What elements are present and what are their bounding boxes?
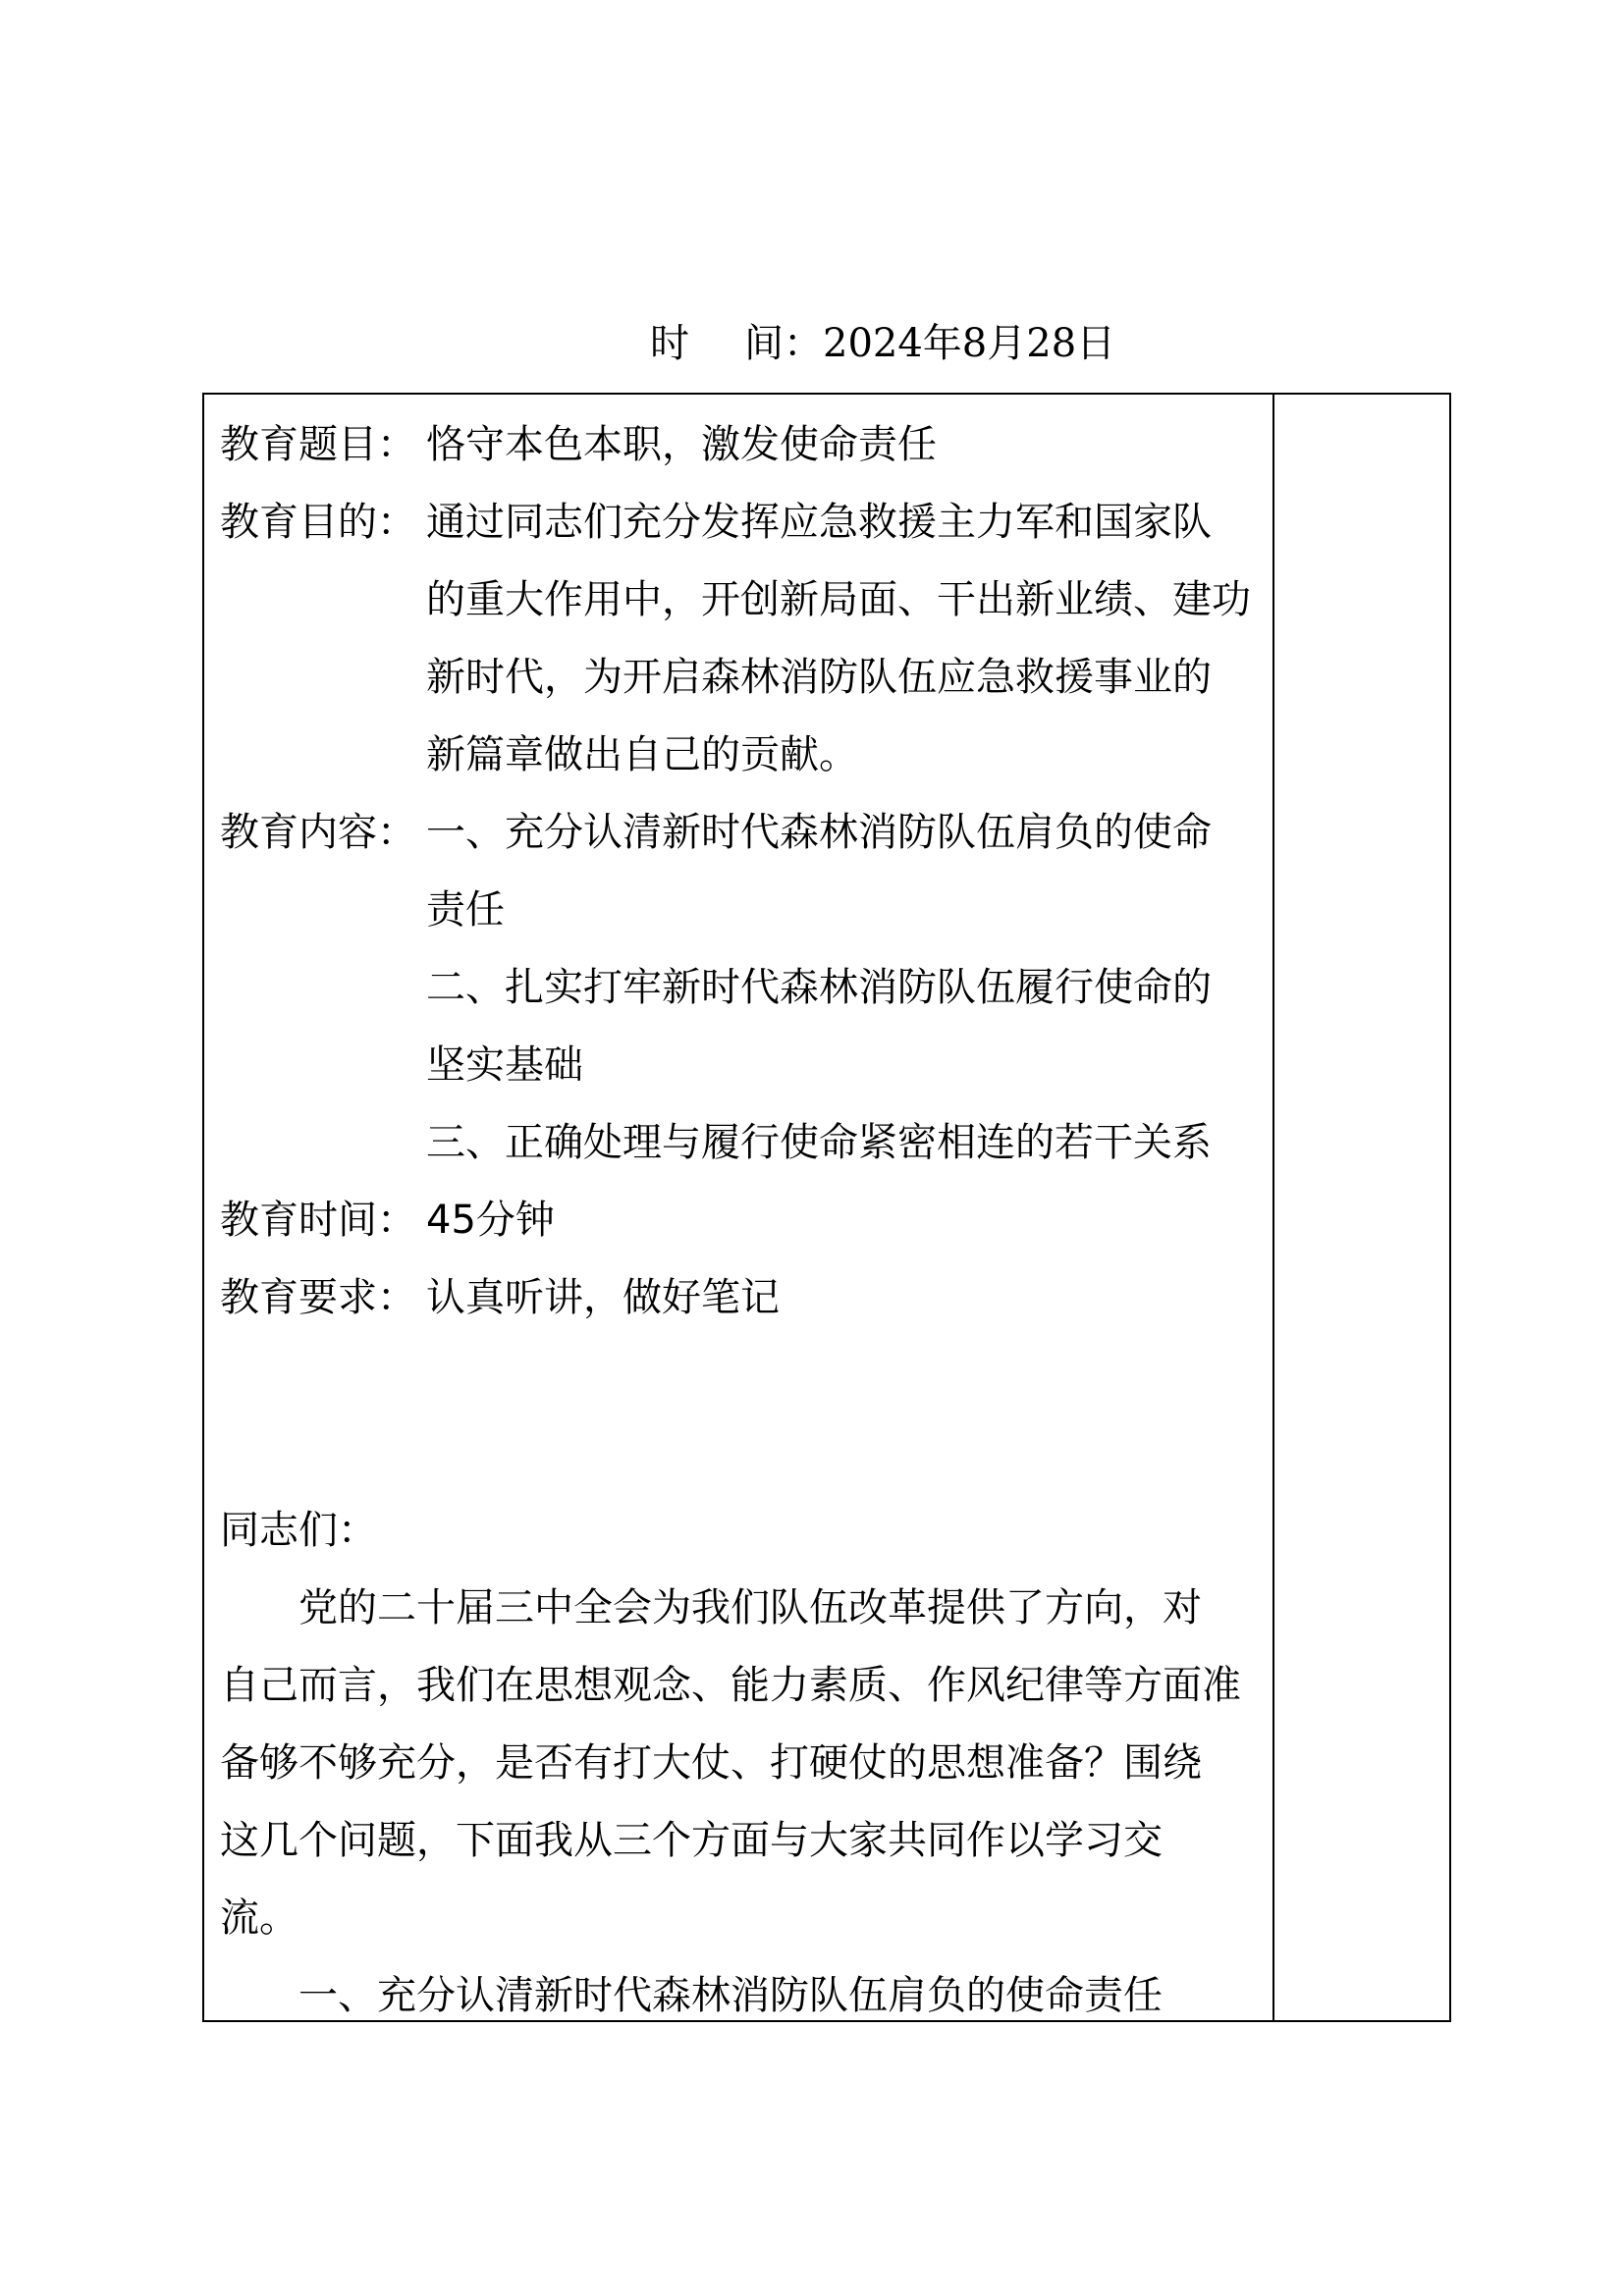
date-line [650, 316, 1115, 371]
purpose-line: 通过同志们充分发挥应急救援主力军和国家队 [426, 500, 1212, 545]
purpose-line: 的重大作用中，开创新局面、干出新业绩、建功 [426, 577, 1251, 622]
lesson-content-cell [220, 406, 1265, 2035]
purpose-value [426, 484, 1265, 794]
duration-row [220, 1182, 1265, 1259]
paragraph-line: 流。 [220, 1896, 298, 1941]
paragraph-line: 自己而言，我们在思想观念、能力素质、作风纪律等方面准 [220, 1663, 1241, 1708]
purpose-line: 新时代，为开启森林消防队伍应急救援事业的 [426, 655, 1212, 700]
paragraph-line: 这几个问题，下面我从三个方面与大家共同作以学习交 [220, 1818, 1163, 1863]
paragraph-line: 党的二十届三中全会为我们队伍改革提供了方向，对 [298, 1585, 1202, 1630]
content-line: 坚实基础 [426, 1042, 583, 1088]
content-label: 教育内容： [220, 810, 416, 855]
section-heading: 一、充分认清新时代森林消防队伍肩负的使命责任 [298, 1973, 1163, 2018]
lesson-plan-table [202, 393, 1451, 2022]
time-label-char-1: 时 [650, 321, 689, 366]
requirement-value: 认真听讲，做好笔记 [426, 1275, 780, 1320]
date-value: 2024年8月28日 [823, 321, 1116, 366]
content-row [220, 794, 1265, 1182]
paragraph-line: 备够不够充分，是否有打大仗、打硬仗的思想准备？围绕 [220, 1740, 1202, 1786]
topic-label: 教育题目： [220, 422, 416, 467]
duration-label: 教育时间： [220, 1198, 416, 1243]
table-column-divider [1272, 395, 1274, 2020]
purpose-label: 教育目的： [220, 500, 416, 545]
topic-row [220, 406, 1265, 484]
purpose-row [220, 484, 1265, 794]
time-label-char-2: 间： [744, 321, 823, 366]
purpose-line: 新篇章做出自己的贡献。 [426, 732, 858, 777]
content-line: 三、正确处理与履行使命紧密相连的若干关系 [426, 1120, 1212, 1165]
requirement-row [220, 1259, 1265, 1337]
topic-value: 恪守本色本职，激发使命责任 [426, 422, 937, 467]
content-line: 责任 [426, 887, 505, 933]
requirement-label: 教育要求： [220, 1275, 416, 1320]
blank-space [220, 1337, 1265, 1492]
speech-paragraph [220, 1570, 1265, 1957]
content-line: 一、充分认清新时代森林消防队伍肩负的使命 [426, 810, 1212, 855]
content-line: 二、扎实打牢新时代森林消防队伍履行使命的 [426, 965, 1212, 1010]
content-value [426, 794, 1265, 1182]
duration-value: 45分钟 [426, 1198, 555, 1243]
speech-greeting: 同志们： [220, 1508, 377, 1553]
